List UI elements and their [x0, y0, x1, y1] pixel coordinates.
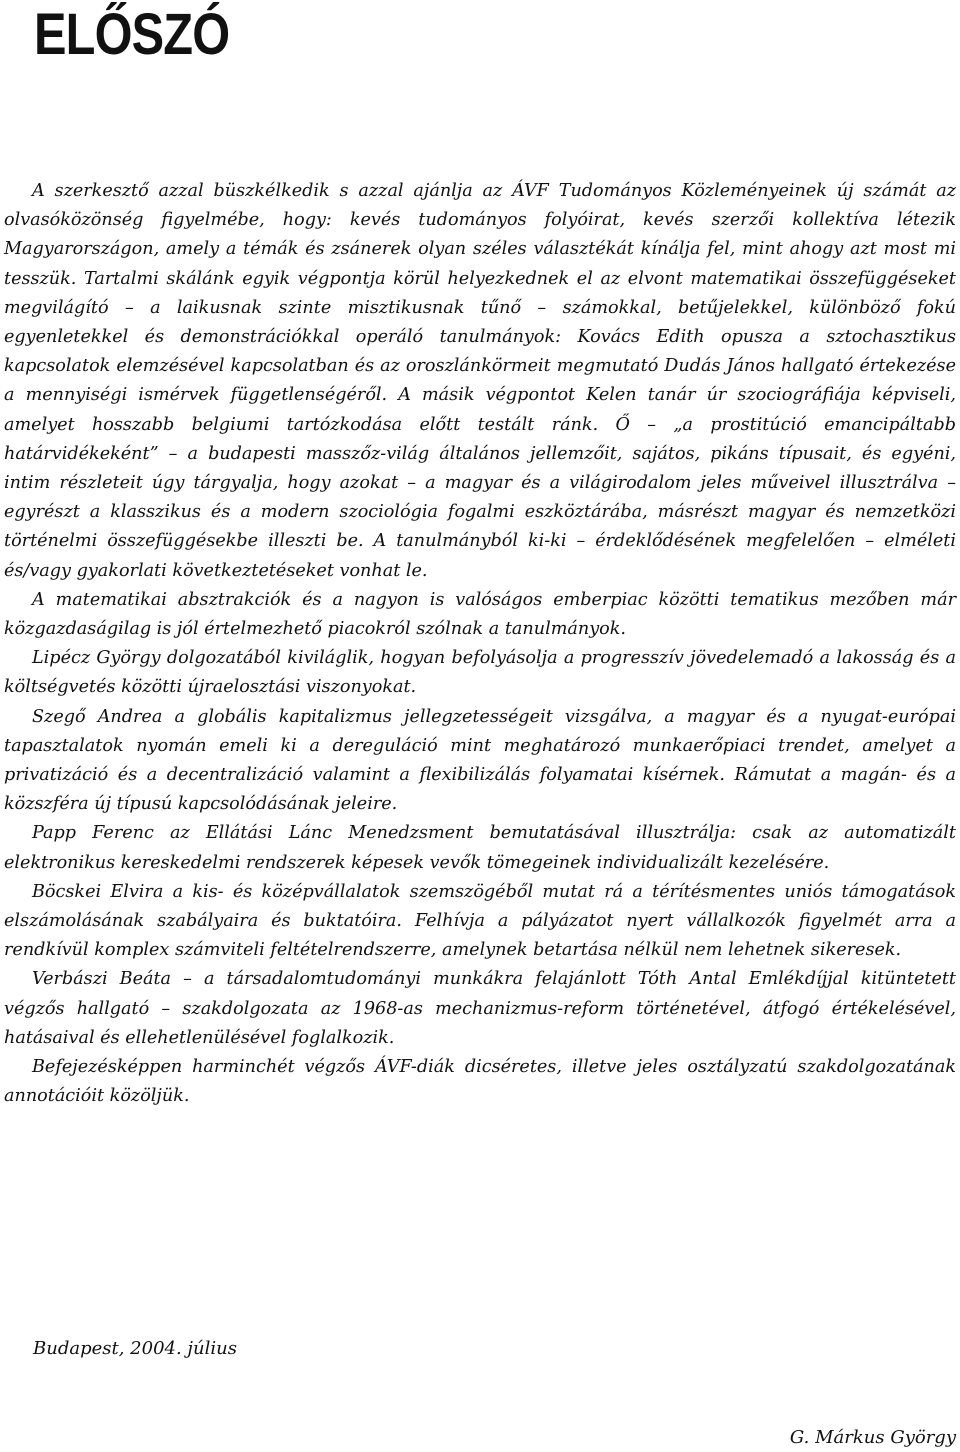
paragraph-szego: Szegő Andrea a globális kapitalizmus jellegzetességeit vizsgálva, a magyar és a nyugat-európai tapasztalatok nyomán emeli ki a dereguláció mint meghatározó munkaerőpiaci trendet, amelyet a privatizáció és a decentralizáció valamint a flexibilizálás folyamatai kísérnek. Rámutat a magán- és a közszféra új típusú kapcsolódásának jeleire.	[4, 706, 956, 815]
paragraph-intro: A szerkesztő azzal büszkélkedik s azzal ajánlja az ÁVF Tudományos Közleményeinek új számát az olvasóközönség figyelmébe, hogy: kevés tudományos folyóirat, kevés szerzői kollektíva létezik Magyarországon, amely a témák és zsánerek olyan széles választékát kínálja fel, mint ahogy azt most mi tesszük. Tartalmi skálánk egyik végpontja körül helyezkednek el az elvont matematikai összefüggéseket megvilágító – a laikusnak szinte misztikusnak tűnő – számokkal, betűjelekkel, különböző fokú egyenletekkel és demonstrációkkal operáló tanulmányok: Kovács Edith opusza a sztochasztikus kapcsolatok elemzésével kapcsolatban és az oroszlánkörmeit megmutató Dudás János hallgató értekezése a mennyiségi ismérvek függetlenségéről. A másik végpontot Kelen tanár úr szociográfiája képviseli, amelyet hosszabb belgiumi tartózkodása előtt testált ránk. Ő – „a prostitúció emancipáltabb határvidékeként” – a budapesti masszőz-világ általános jellemzőit, sajátos, pikáns típusait, és egyéni, intim részleteit úgy tárgyalja, hogy azokat – a magyar és a világirodalom jeles műveivel illusztrálva – egyrészt a klasszikus és a modern szociológia fogalmi eszköztárába, másrészt magyar és nemzetközi történelmi összefüggésekbe illeszti be. A tanulmányból ki-ki – érdeklődésének megfelelően – elméleti és/vagy gyakorlati következtetéseket vonhat le.	[4, 181, 956, 581]
page-title: ELŐSZÓ	[34, 2, 230, 67]
signature: G. Márkus György	[789, 1427, 956, 1448]
paragraph-thematic-field: A matematikai absztrakciók és a nagyon is valóságos emberpiac közötti tematikus mezőben már közgazdaságilag is jól értelmezhető piacokról szólnak a tanulmányok.	[4, 589, 956, 640]
paragraph-verbaszi: Verbászi Beáta – a társadalomtudományi munkákra felajánlott Tóth Antal Emlékdíjjal kitüntetett végzős hallgató – szakdolgozata az 1968-as mechanizmus-reform történetével, átfogó értékelésével, hatásaival és ellehetlenülésével foglalkozik.	[4, 969, 956, 1048]
dateline: Budapest, 2004. július	[33, 1338, 237, 1359]
paragraph-lipecz: Lipécz György dolgozatából kiviláglik, hogyan befolyásolja a progresszív jövedelemadó a lakosság és a költségvetés közötti újraelosztási viszonyokat.	[4, 648, 956, 698]
preface-body	[4, 177, 956, 1112]
paragraph-closing: Befejezésképpen harminchét végzős ÁVF-diák dicséretes, illetve jeles osztályzatú szakdolgozatának annotációit közöljük.	[4, 1057, 956, 1107]
paragraph-papp: Papp Ferenc az Ellátási Lánc Menedzsment bemutatásával illusztrálja: csak az automatizált elektronikus kereskedelmi rendszerek képesek vevők tömegeinek individualizált kezelésére.	[4, 823, 956, 873]
paragraph-bocskei: Böcskei Elvira a kis- és középvállalatok szemszögéből mutat rá a térítésmentes uniós támogatások elszámolásának szabályaira és buktatóira. Felhívja a pályázatot nyert vállalkozók figyelmét arra a rendkívül komplex számviteli feltételrendszerre, amelynek betartása nélkül nem lehetnek sikeresek.	[4, 881, 956, 961]
